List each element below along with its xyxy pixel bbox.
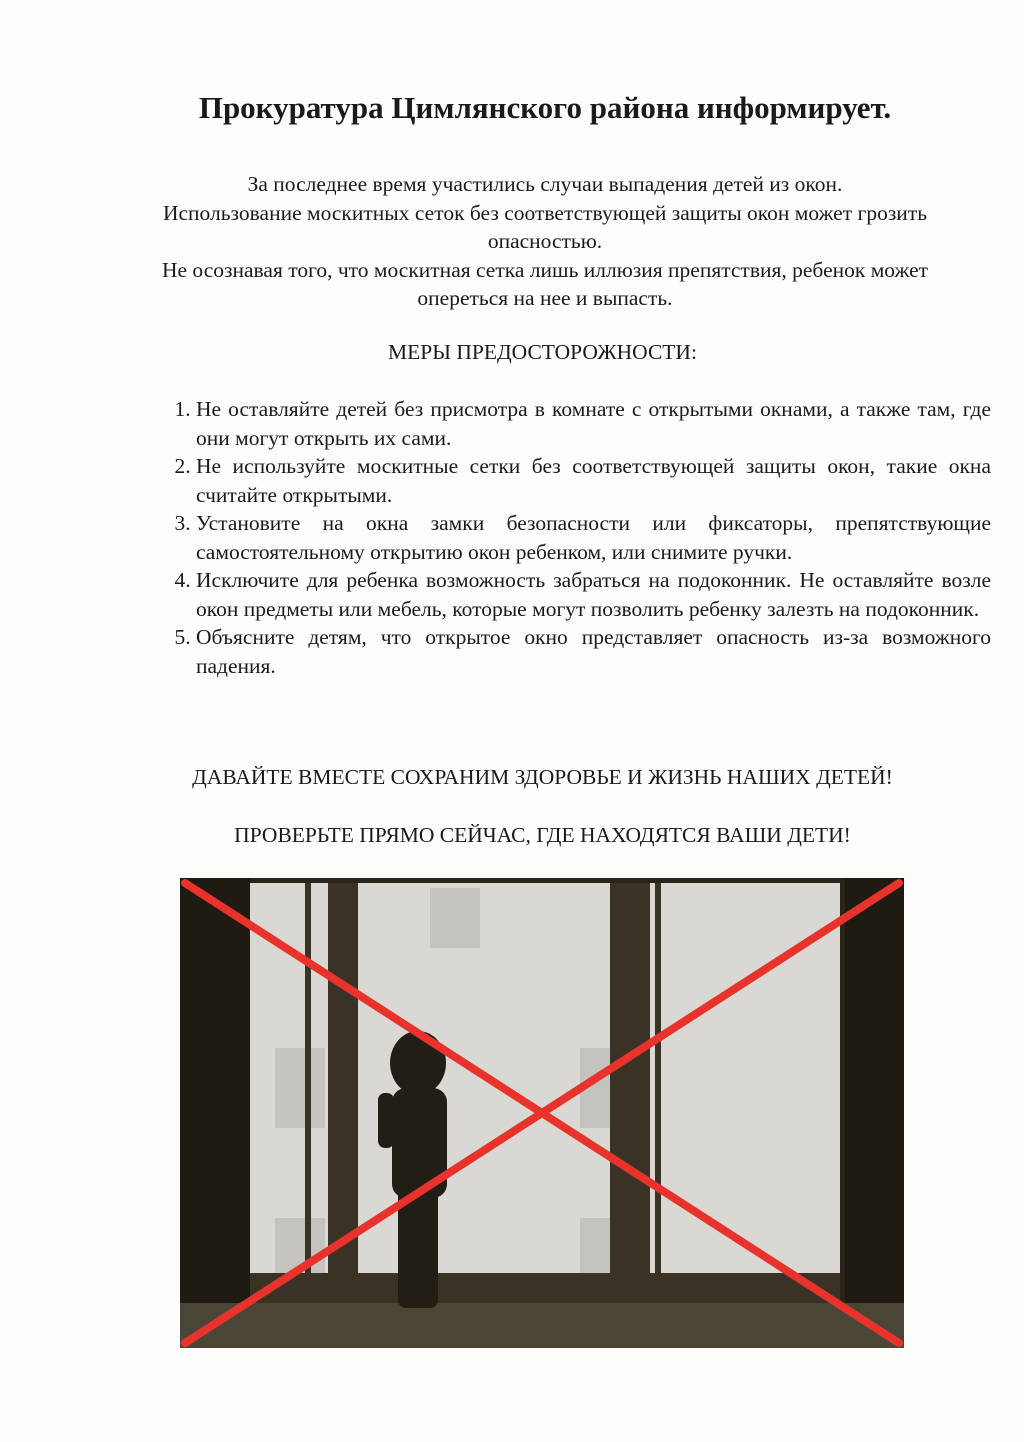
measures-heading: МЕРЫ ПРЕДОСТОРОЖНОСТИ: [388,340,697,364]
intro-text [120,170,970,313]
measures-list [160,395,991,680]
list-item: 1. Не оставляйте детей без присмотра в комнате с открытыми окнами, а также там, где они могут открыть их сами. [196,395,991,452]
list-item: 2. Не используйте москитные сетки без соответствующей защиты окон, такие окна считайте открытыми. [196,452,991,509]
list-item: 4. Исключите для ребенка возможность забраться на подоконник. Не оставляйте возле окон предметы или мебель, которые могут позволить ребенку залезть на подоконник. [196,566,991,623]
slogan-check-children: ПРОВЕРЬТЕ ПРЯМО СЕЙЧАС, ГДЕ НАХОДЯТСЯ ВАШИ ДЕТИ! [234,823,851,847]
slogan-save-health: ДАВАЙТЕ ВМЕСТЕ СОХРАНИМ ЗДОРОВЬЕ И ЖИЗНЬ НАШИХ ДЕТЕЙ! [192,765,893,789]
intro-paragraph: За последнее время участились случаи выпадения детей из окон. [247,172,843,196]
child-at-window-photo [180,878,904,1348]
page-title: Прокуратура Цимлянского района информирует. [198,90,892,125]
list-item: 5. Объясните детям, что открытое окно представляет опасность из-за возможного падения. [196,623,991,680]
intro-paragraph: Использование москитных сеток без соответствующей защиты окон может грозить опасностью. [162,200,928,253]
intro-paragraph: Не осознавая того, что москитная сетка лишь иллюзия препятствия, ребенок может опереться на нее и выпасть. [161,257,929,310]
list-item: 3. Установите на окна замки безопасности или фиксаторы, препятствующие самостоятельному открытию окон ребенком, или снимите ручки. [196,509,991,566]
